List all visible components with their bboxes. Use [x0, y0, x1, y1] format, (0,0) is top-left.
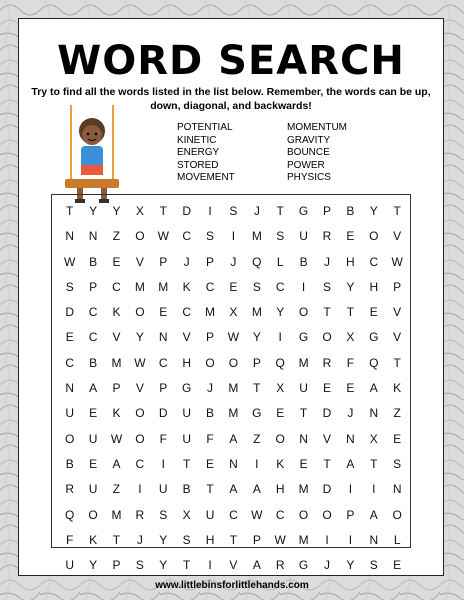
grid-letter: V: [135, 254, 144, 269]
grid-letter: S: [135, 558, 144, 573]
page-title: WORD SEARCH: [57, 38, 405, 84]
grid-letter: H: [205, 532, 215, 547]
grid-letter: Y: [252, 330, 261, 345]
grid-letter: T: [393, 204, 401, 218]
grid-letter: J: [183, 254, 190, 269]
grid-letter: T: [276, 204, 284, 218]
grid-letter: X: [369, 431, 378, 446]
grid-letter: S: [65, 279, 74, 294]
grid-letter: T: [112, 532, 121, 547]
grid-letter: X: [346, 330, 355, 345]
grid-letter: C: [229, 507, 238, 522]
grid-letter: I: [372, 482, 376, 497]
grid-letter: J: [230, 254, 237, 269]
grid-letter: C: [275, 507, 285, 522]
grid-letter: I: [161, 456, 165, 471]
grid-letter: K: [393, 381, 402, 396]
grid-letter: R: [322, 355, 332, 370]
grid-letter: Z: [112, 482, 121, 497]
grid-letter: K: [276, 456, 285, 471]
grid-letter: C: [205, 279, 215, 294]
grid-letter: N: [65, 381, 75, 396]
word-list-item: POTENTIAL: [177, 122, 233, 133]
grid-letter: Y: [159, 532, 168, 547]
swing-child-illustration: [57, 105, 127, 205]
grid-letter: Y: [276, 305, 285, 320]
grid-letter: A: [112, 456, 121, 471]
grid-letter: O: [135, 431, 145, 446]
grid-letter: B: [89, 254, 98, 269]
grid-letter: K: [112, 406, 121, 421]
grid-letter: W: [251, 507, 263, 522]
grid-letter: W: [227, 330, 240, 345]
grid-letter: B: [182, 482, 191, 497]
grid-letter: T: [182, 456, 191, 471]
grid-letter: J: [323, 254, 330, 269]
grid-letter: M: [251, 305, 262, 320]
grid-letter: I: [325, 532, 329, 547]
grid-letter: X: [276, 381, 285, 396]
grid-letter: E: [299, 456, 308, 471]
grid-letter: I: [278, 330, 282, 345]
grid-letter: T: [182, 558, 191, 573]
grid-letter: V: [135, 381, 144, 396]
grid-letter: Z: [253, 431, 261, 446]
grid-letter: E: [65, 330, 74, 345]
grid-letter: E: [159, 305, 168, 320]
grid-letter: M: [298, 355, 309, 370]
grid-letter: P: [89, 279, 98, 294]
grid-letter: O: [135, 305, 145, 320]
grid-letter: W: [110, 431, 123, 446]
grid-letter: A: [89, 381, 98, 396]
grid-letter: D: [65, 305, 75, 320]
grid-letter: M: [251, 229, 262, 244]
grid-letter: J: [136, 532, 143, 547]
grid-letter: P: [112, 381, 121, 396]
grid-letter: O: [275, 431, 285, 446]
grid-letter: V: [393, 229, 402, 244]
grid-letter: N: [158, 330, 168, 345]
grid-letter: S: [159, 507, 168, 522]
grid-letter: K: [182, 279, 191, 294]
grid-letter: T: [229, 532, 238, 547]
grid-letter: Y: [89, 558, 98, 573]
grid-letter: N: [369, 532, 379, 547]
grid-letter: Z: [112, 229, 121, 244]
grid-letter: O: [369, 229, 379, 244]
grid-letter: V: [229, 558, 238, 573]
grid-letter: O: [298, 305, 309, 320]
grid-letter: Y: [112, 204, 121, 218]
grid-letter: O: [205, 355, 215, 370]
grid-letter: V: [393, 330, 402, 345]
grid-letter: Q: [252, 254, 262, 269]
grid-letter: Q: [275, 355, 285, 370]
grid-letter: E: [393, 558, 402, 573]
grid-letter: A: [346, 456, 355, 471]
grid-letter: F: [159, 431, 167, 446]
grid-letter: Y: [346, 558, 355, 573]
grid-letter: M: [298, 482, 309, 497]
grid-letter: O: [392, 507, 402, 522]
grid-letter: U: [158, 482, 168, 497]
grid-letter: E: [89, 406, 98, 421]
grid-letter: X: [182, 507, 191, 522]
grid-letter: H: [346, 254, 355, 269]
grid-letter: U: [88, 431, 98, 446]
grid-letter: S: [393, 456, 402, 471]
grid-letter: H: [369, 279, 379, 294]
grid-letter: O: [65, 431, 75, 446]
grid-letter: G: [369, 330, 379, 345]
grid-letter: A: [229, 431, 238, 446]
grid-letter: C: [182, 305, 191, 320]
grid-letter: P: [159, 254, 168, 269]
grid-letter: U: [65, 406, 75, 421]
letter-grid-frame: [51, 194, 411, 573]
grid-letter: R: [65, 482, 75, 497]
grid-letter: U: [205, 507, 215, 522]
word-list-item: MOMENTUM: [287, 122, 347, 133]
grid-letter: R: [275, 558, 285, 573]
grid-letter: N: [369, 406, 379, 421]
grid-letter: T: [206, 482, 214, 497]
grid-letter: S: [229, 204, 238, 218]
grid-letter: J: [207, 381, 214, 396]
grid-letter: B: [299, 254, 308, 269]
grid-letter: R: [322, 229, 332, 244]
grid-letter: O: [322, 507, 332, 522]
grid-letter: Y: [159, 558, 168, 573]
worksheet: [18, 18, 444, 576]
instructions: Try to find all the words listed in the list below. Remember, the words can be up, down, diagonal, and backwards!: [31, 86, 431, 112]
word-list-item: MOVEMENT: [177, 172, 235, 184]
grid-letter: S: [369, 558, 378, 573]
grid-letter: V: [393, 305, 402, 320]
grid-letter: T: [323, 456, 331, 471]
grid-letter: N: [299, 431, 308, 446]
grid-letter: A: [229, 482, 238, 497]
grid-letter: T: [253, 381, 261, 396]
grid-letter: P: [346, 507, 355, 522]
footer-url: www.littlebinsforlittlehands.com: [155, 580, 309, 591]
grid-letter: J: [347, 406, 354, 421]
grid-letter: C: [158, 355, 168, 370]
word-list-item: ENERGY: [177, 147, 220, 159]
grid-letter: U: [299, 381, 308, 396]
grid-letter: E: [393, 431, 402, 446]
word-list-item: GRAVITY: [287, 134, 331, 146]
grid-letter: P: [206, 254, 215, 269]
grid-letter: D: [158, 406, 168, 421]
grid-letter: W: [391, 254, 403, 269]
grid-letter: J: [253, 204, 260, 218]
grid-letter: V: [182, 330, 191, 345]
grid-letter: Y: [346, 279, 355, 294]
grid-letter: V: [322, 431, 331, 446]
grid-letter: M: [228, 381, 239, 396]
grid-letter: N: [392, 482, 402, 497]
grid-letter: D: [182, 204, 191, 218]
grid-letter: A: [369, 507, 378, 522]
grid-letter: D: [322, 406, 332, 421]
grid-letter: C: [88, 305, 98, 320]
grid-letter: M: [228, 406, 239, 421]
word-list-item: POWER: [287, 159, 325, 171]
grid-letter: P: [322, 204, 331, 218]
grid-letter: C: [135, 456, 145, 471]
grid-letter: B: [206, 406, 215, 421]
grid-letter: G: [298, 558, 309, 573]
grid-letter: U: [182, 406, 191, 421]
grid-letter: C: [275, 279, 285, 294]
grid-letter: T: [346, 305, 355, 320]
grid-letter: C: [112, 279, 121, 294]
grid-letter: U: [299, 229, 308, 244]
grid-letter: P: [393, 279, 402, 294]
grid-letter: E: [112, 254, 121, 269]
grid-letter: Q: [369, 355, 379, 370]
grid-letter: O: [228, 355, 239, 370]
grid-letter: I: [348, 482, 353, 497]
grid-letter: O: [135, 406, 145, 421]
grid-letter: S: [252, 279, 261, 294]
grid-letter: E: [229, 279, 238, 294]
word-list-item: PHYSICS: [287, 172, 331, 184]
grid-letter: A: [252, 558, 261, 573]
grid-letter: Y: [369, 204, 378, 218]
grid-letter: F: [66, 532, 74, 547]
grid-letter: L: [393, 532, 401, 547]
grid-letter: O: [298, 507, 309, 522]
grid-letter: V: [112, 330, 121, 345]
grid-letter: R: [135, 507, 145, 522]
grid-letter: O: [322, 330, 332, 345]
grid-letter: F: [346, 355, 355, 370]
grid-letter: N: [229, 456, 238, 471]
grid-letter: M: [205, 305, 216, 320]
grid-letter: E: [89, 456, 98, 471]
grid-letter: B: [346, 204, 355, 218]
grid-letter: U: [88, 482, 98, 497]
grid-letter: H: [275, 482, 285, 497]
grid-letter: I: [208, 204, 212, 218]
grid-letter: W: [134, 355, 146, 370]
grid-letter: D: [322, 482, 332, 497]
grid-letter: N: [346, 431, 355, 446]
grid-letter: B: [65, 456, 74, 471]
grid-letter: U: [182, 431, 191, 446]
grid-letter: T: [370, 456, 378, 471]
grid-letter: P: [252, 532, 261, 547]
grid-letter: K: [89, 532, 98, 547]
grid-letter: F: [206, 431, 214, 446]
grid-letter: G: [181, 381, 192, 396]
grid-letter: P: [206, 330, 215, 345]
grid-letter: T: [323, 305, 331, 320]
grid-letter: E: [206, 456, 215, 471]
grid-letter: X: [229, 305, 238, 320]
grid-letter: T: [159, 204, 167, 218]
grid-letter: C: [65, 355, 75, 370]
word-list-item: KINETIC: [177, 134, 217, 146]
grid-letter: I: [208, 558, 212, 573]
grid-letter: M: [111, 507, 122, 522]
grid-letter: E: [322, 381, 331, 396]
grid-letter: L: [276, 254, 284, 269]
grid-letter: Q: [65, 507, 75, 522]
grid-letter: O: [88, 507, 98, 522]
grid-letter: A: [369, 381, 378, 396]
grid-letter: A: [252, 482, 261, 497]
grid-letter: U: [65, 558, 75, 573]
grid-letter: I: [231, 229, 236, 244]
grid-letter: W: [157, 229, 169, 244]
grid-letter: G: [298, 330, 309, 345]
grid-letter: E: [346, 381, 355, 396]
grid-letter: P: [112, 558, 121, 573]
grid-letter: C: [88, 330, 98, 345]
grid-letter: Z: [393, 406, 401, 421]
grid-letter: M: [134, 279, 145, 294]
grid-letter: W: [274, 532, 286, 547]
grid-letter: Y: [135, 330, 144, 345]
grid-letter: G: [252, 406, 262, 421]
word-list-item: BOUNCE: [287, 147, 330, 159]
word-list-item: STORED: [177, 159, 219, 171]
grid-letter: S: [322, 279, 331, 294]
grid-letter: O: [135, 229, 145, 244]
word-list: [177, 122, 387, 185]
grid-letter: N: [88, 229, 98, 244]
grid-letter: T: [299, 406, 308, 421]
grid-letter: I: [301, 279, 306, 294]
grid-letter: W: [64, 254, 76, 269]
grid-letter: G: [298, 204, 309, 218]
grid-letter: Y: [89, 204, 98, 218]
grid-letter: T: [393, 355, 401, 370]
grid-letter: J: [323, 558, 330, 573]
grid-letter: I: [138, 482, 142, 497]
grid-letter: E: [276, 406, 285, 421]
grid-letter: B: [89, 355, 98, 370]
grid-letter: C: [369, 254, 379, 269]
grid-letter: I: [255, 456, 259, 471]
grid-letter: C: [182, 229, 191, 244]
grid-letter: P: [159, 381, 168, 396]
grid-letter: M: [158, 279, 169, 294]
grid-letter: T: [66, 204, 74, 218]
grid-letter: P: [252, 355, 261, 370]
grid-letter: X: [135, 204, 144, 218]
grid-letter: S: [276, 229, 285, 244]
grid-letter: N: [65, 229, 75, 244]
grid-letter: E: [346, 229, 355, 244]
grid-letter: I: [348, 532, 353, 547]
grid-letter: M: [111, 355, 122, 370]
grid-letter: S: [182, 532, 191, 547]
grid-letter: H: [182, 355, 191, 370]
letter-grid: [58, 199, 409, 578]
grid-letter: M: [298, 532, 309, 547]
grid-letter: S: [206, 229, 215, 244]
grid-letter: E: [369, 305, 378, 320]
grid-letter: K: [112, 305, 121, 320]
